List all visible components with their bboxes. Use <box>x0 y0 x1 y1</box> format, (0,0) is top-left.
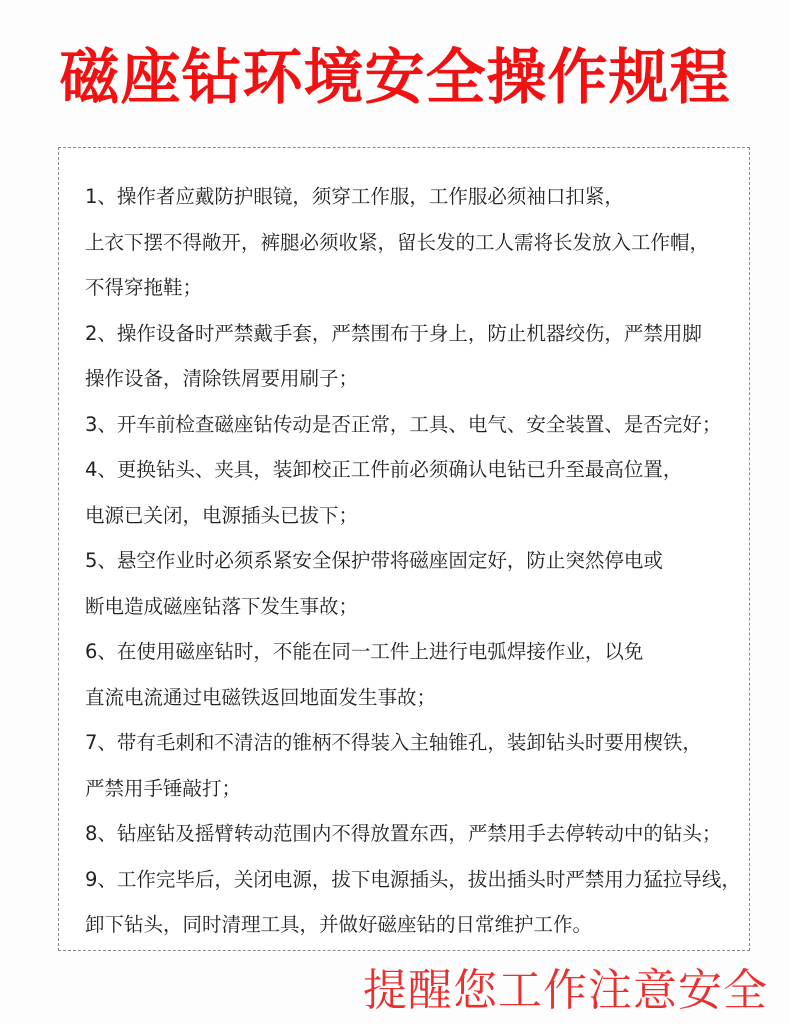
rule-line: 电源已关闭，电源插头已拔下； <box>85 503 359 527</box>
rule-item <box>85 538 745 629</box>
rules-box <box>58 147 750 951</box>
rule-line: 不得穿拖鞋； <box>85 276 203 299</box>
rule-line: 断电造成磁座钻落下发生事故； <box>85 594 359 618</box>
rule-line: 6、在使用磁座钻时，不能在同一工件上进行电弧焊接作业，以免 <box>85 640 644 663</box>
rule-line: 5、悬空作业时必须系紧安全保护带将磁座固定好，防止突然停电或 <box>85 549 663 572</box>
page-title: 磁座钻环境安全操作规程 <box>59 43 731 113</box>
rule-line: 卸下钻头，同时清理工具，并做好磁座钻的日常维护工作。 <box>85 913 593 936</box>
rule-item <box>85 311 745 402</box>
rule-line: 操作设备，清除铁屑要用刷子； <box>85 367 359 390</box>
rule-line: 直流电流通过电磁铁返回地面发生事故； <box>85 685 437 709</box>
rule-line: 2、操作设备时严禁戴手套，严禁围布于身上，防止机器绞伤，严禁用脚 <box>85 321 702 345</box>
safety-reminder: 提醒您工作注意安全 <box>363 965 768 1016</box>
rule-item <box>85 857 745 948</box>
rule-line: 4、更换钻头、夹具，装卸校正工件前必须确认电钻已升至最高位置， <box>85 458 683 481</box>
rule-line: 9、工作完毕后，关闭电源，拔下电源插头，拔出插头时严禁用力猛拉导线， <box>85 867 741 891</box>
rule-line: 严禁用手锤敲打； <box>85 776 242 800</box>
rules-list <box>85 174 745 948</box>
rule-line: 1、操作者应戴防护眼镜，须穿工作服，工作服必须袖口扣紧， <box>85 185 624 208</box>
rule-item <box>85 447 745 538</box>
rule-item <box>85 402 745 448</box>
rule-line: 8、钻座钻及摇臂转动范围内不得放置东西，严禁用手去停转动中的钻头； <box>85 822 722 845</box>
rule-line: 上衣下摆不得敞开，裤腿必须收紧，留长发的工人需将长发放入工作帽， <box>85 230 710 254</box>
rule-line: 3、开车前检查磁座钻传动是否正常，工具、电气、安全装置、是否完好； <box>85 412 722 436</box>
rule-line: 7、带有毛刺和不清洁的锥柄不得装入主轴锥孔，装卸钻头时要用楔铁， <box>85 731 702 754</box>
rule-item <box>85 811 745 857</box>
rule-item <box>85 174 745 311</box>
rule-item <box>85 720 745 811</box>
rule-item <box>85 629 745 720</box>
